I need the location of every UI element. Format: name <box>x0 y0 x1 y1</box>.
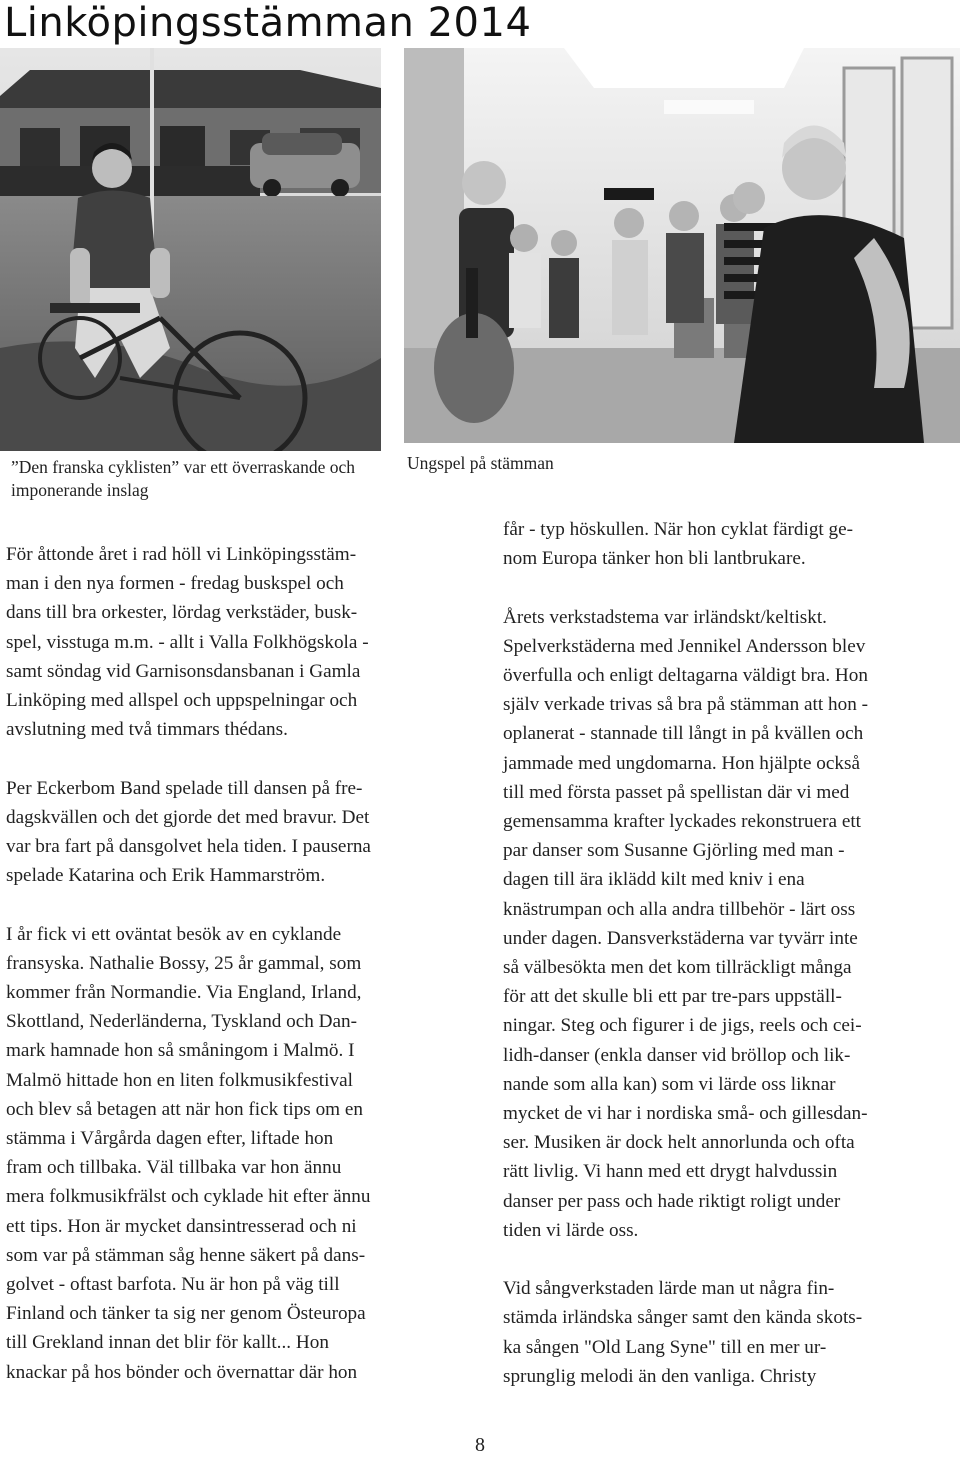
photo-cyclist <box>0 48 381 451</box>
text-line: par danser som Susanne Gjörling med man - <box>503 840 845 862</box>
paragraph <box>6 774 458 891</box>
text-line: och blev så betagen att när hon fick tips om en <box>6 1098 363 1120</box>
text-line: dans till bra orkester, lördag verkstäder, busk- <box>6 602 358 624</box>
photo-musicians <box>404 48 960 443</box>
page-title: Linköpingsstämman 2014 <box>4 0 532 46</box>
text-line: dagen till ära iklädd kilt med kniv i ena <box>503 869 805 891</box>
text-line: nande som alla kan) som vi lärde oss liknar <box>503 1073 836 1095</box>
article-column-left <box>6 540 458 1387</box>
text-line: spel, visstuga m.m. - allt i Valla Folkhögskola - <box>6 631 369 653</box>
text-line: gemensamma krafter lyckades rekonstruera ett <box>503 811 862 833</box>
paragraph <box>6 920 458 1387</box>
text-line: Spelverkstäderna med Jennikel Andersson blev <box>503 635 866 657</box>
text-line: som var på stämman såg henne säkert på dans- <box>6 1244 366 1266</box>
photo-caption-musicians: Ungspel på stämman <box>407 453 554 473</box>
text-line: Finland och tänker ta sig ner genom Östeuropa <box>6 1303 366 1325</box>
text-line: fransyska. Nathalie Bossy, 25 år gammal, som <box>6 952 362 974</box>
text-line: Årets verkstadstema var irländskt/keltiskt. <box>503 606 827 628</box>
text-line: mark hamnade hon så småningom i Malmö. I <box>6 1040 355 1062</box>
text-line: spelade Katarina och Erik Hammarström. <box>6 865 326 887</box>
page-number: 8 <box>475 1434 485 1456</box>
paragraph <box>503 603 957 1245</box>
text-line: till med första passet på spellistan där vi med <box>503 781 850 803</box>
text-line: till Grekland innan det blir för kallt... Hon <box>6 1332 329 1354</box>
text-line: under dagen. Dansverkstäderna var tyvärr inte <box>503 927 858 949</box>
paragraph <box>503 1274 957 1391</box>
text-line: Per Eckerbom Band spelade till dansen på fre- <box>6 777 363 799</box>
text-line: I år fick vi ett oväntat besök av en cyklande <box>6 923 342 945</box>
text-line: Vid sångverkstaden lärde man ut några fin- <box>503 1278 835 1300</box>
text-line: kommer från Normandie. Via England, Irland, <box>6 982 362 1004</box>
text-line: lidh-danser (enkla danser vid bröllop och lik- <box>503 1044 851 1066</box>
text-line: rätt livlig. Vi hann med ett drygt halvdussin <box>503 1161 838 1183</box>
text-line: Malmö hittade hon en liten folkmusikfestival <box>6 1069 353 1091</box>
text-line: för att det skulle bli ett par tre-pars uppställ- <box>503 986 842 1008</box>
text-line: golvet - oftast barfota. Nu är hon på väg till <box>6 1274 340 1296</box>
text-line: överfulla och enligt deltagarna väldigt bra. Hon <box>503 665 868 686</box>
text-line: ser. Musiken är dock helt annorlunda och ofta <box>503 1132 855 1154</box>
text-line: sprunglig melodi än den vanliga. Christy <box>503 1365 817 1387</box>
text-line: Linköping med allspel och uppspelningar och <box>6 690 358 712</box>
text-line: knästrumpan och alla andra tillbehör - lärt oss <box>503 898 856 920</box>
text-line: tiden vi lärde oss. <box>503 1219 639 1241</box>
text-line: man i den nya formen - fredag buskspel och <box>6 573 344 595</box>
text-line: så välbesökta men det kom tillräckligt många <box>503 957 852 979</box>
text-line: ka sången "Old Lang Syne" till en mer ur- <box>503 1336 827 1358</box>
text-line: oplanerat - stannade till långt in på kvällen och <box>503 723 864 745</box>
text-line: avslutning med två timmars thédans. <box>6 719 288 741</box>
article-column-right <box>503 515 957 1391</box>
text-line: knackar på hos bönder och övernattar där hon <box>6 1361 358 1383</box>
text-line: stämma i Vårgårda dagen efter, liftade hon <box>6 1128 334 1150</box>
text-line: får - typ höskullen. När hon cyklat färdigt ge- <box>503 519 854 540</box>
text-line: mycket de vi har i nordiska små- och gillesdan- <box>503 1103 868 1125</box>
text-line: samt söndag vid Garnisonsdansbanan i Gamla <box>6 660 361 682</box>
text-line: dagskvällen och det gjorde det med bravur. Det <box>6 806 370 828</box>
text-line: var bra fart på dansgolvet hela tiden. I pauserna <box>6 836 371 858</box>
text-line: danser per pass och hade riktigt roligt under <box>503 1190 841 1212</box>
text-line: ningar. Steg och figurer i de jigs, reels och cei- <box>503 1015 862 1037</box>
text-line: fram och tillbaka. Väl tillbaka var hon ännu <box>6 1157 342 1179</box>
text-line: stämda irländska sånger samt den kända skots- <box>503 1307 863 1329</box>
text-line: mera folkmusikfrälst och cyklade hit efter ännu <box>6 1186 371 1208</box>
text-line: ett tips. Hon är mycket dansintresserad och ni <box>6 1215 357 1237</box>
text-line: Skottland, Nederländerna, Tyskland och Dan- <box>6 1011 358 1033</box>
text-line: jammade med ungdomarna. Hon hjälpte också <box>503 752 860 774</box>
text-line: För åttonde året i rad höll vi Linköpingsstäm- <box>6 544 357 565</box>
paragraph <box>503 515 957 573</box>
text-line: själv verkade trivas så bra på stämman att hon - <box>503 694 868 716</box>
paragraph <box>6 540 458 744</box>
text-line: nom Europa tänker hon bli lantbrukare. <box>503 548 806 570</box>
photo-caption-cyclist: ”Den franska cyklisten” var ett överraskande och imponerande inslag <box>11 457 356 500</box>
